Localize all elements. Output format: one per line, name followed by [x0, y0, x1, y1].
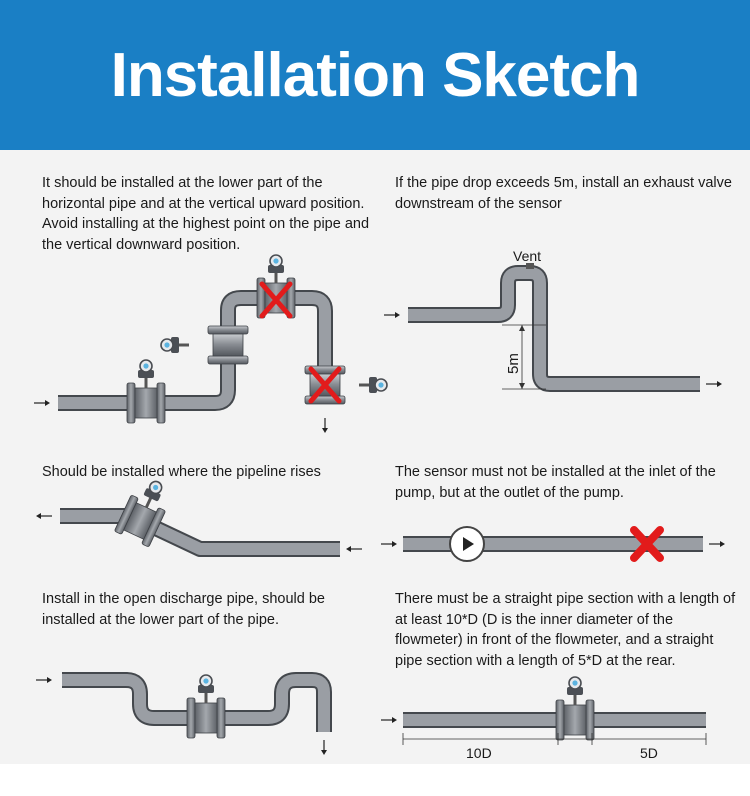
section-1-text: It should be installed at the lower part of the horizontal pipe and at the vertical upward position. Avoid installing at the highest point on the pipe and the vertical downward position.	[42, 175, 370, 253]
flow-arrow-icon	[381, 717, 397, 723]
flow-arrow-icon	[709, 541, 725, 547]
flow-arrow-icon	[322, 418, 328, 433]
upstream-length-label: 10D	[466, 745, 492, 761]
height-label: 5m	[505, 353, 522, 374]
section-4-text: The sensor must not be installed at the inlet of the pump, but at the outlet of the pump.	[395, 464, 716, 501]
page-title: Installation Sketch	[110, 41, 640, 110]
flow-arrow-icon	[34, 400, 50, 406]
diagram-vertical-upward	[34, 255, 387, 433]
downstream-length-label: 5D	[640, 745, 658, 761]
diagram-rising	[36, 474, 362, 552]
section-3-text: Should be installed where the pipeline rises	[42, 464, 321, 480]
diagram-vent	[384, 248, 722, 389]
flowmeter-correct	[127, 360, 165, 423]
diagram-pump	[381, 527, 725, 561]
section-2-text: If the pipe drop exceeds 5m, install an exhaust valve downstream of the sensor	[395, 175, 732, 212]
flow-arrow-icon	[36, 513, 52, 519]
flowmeter-straight	[556, 677, 594, 740]
flow-arrow-icon	[321, 740, 327, 755]
flow-arrow-icon	[706, 381, 722, 387]
diagram-straight-sections	[381, 677, 706, 761]
section-5-text: Install in the open discharge pipe, should be installed at the lower part of the pipe.	[42, 591, 325, 628]
flowmeter-discharge	[187, 675, 225, 738]
section-6-text: There must be a straight pipe section with a length of at least 10*D (D is the inner diameter of the flowmeter) in front of the flowmeter, and a straight pipe section with a length of 5*D at the rear.	[395, 591, 736, 669]
flowmeter-vertical-up	[208, 326, 248, 364]
flow-arrow-icon	[346, 546, 362, 552]
vent-label: Vent	[513, 248, 542, 264]
flow-arrow-icon	[36, 677, 52, 683]
flow-arrow-icon	[381, 541, 397, 547]
flow-arrow-icon	[384, 312, 400, 318]
diagram-open-discharge	[36, 675, 327, 755]
